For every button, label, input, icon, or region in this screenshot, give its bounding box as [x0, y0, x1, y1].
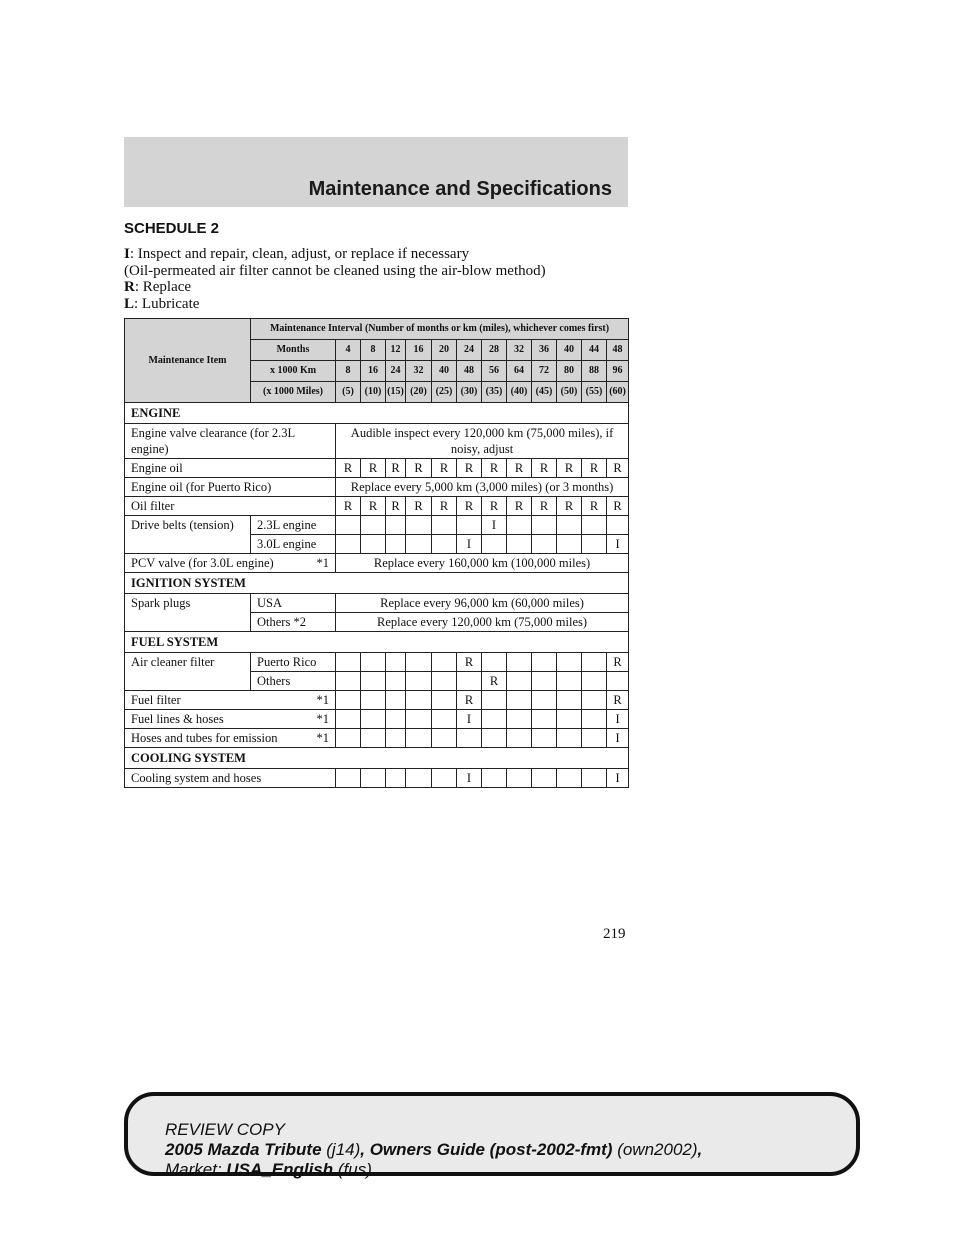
- miles-value: (50): [557, 382, 582, 403]
- item-label: [125, 478, 336, 497]
- interval-cell: R: [507, 497, 532, 516]
- interval-cell: [361, 710, 386, 729]
- item-label-text: Engine oil: [131, 461, 183, 475]
- interval-cell: R: [557, 497, 582, 516]
- interval-cell: [361, 535, 386, 554]
- interval-cell: [457, 729, 482, 748]
- section-heading: FUEL SYSTEM: [125, 632, 629, 653]
- item-sublabel: Puerto Rico: [251, 653, 336, 672]
- table-row: [125, 594, 629, 613]
- interval-cell: R: [607, 459, 629, 478]
- interval-cell: R: [607, 497, 629, 516]
- miles-value: (25): [432, 382, 457, 403]
- table-row: [125, 653, 629, 672]
- interval-cell: [336, 535, 361, 554]
- table-row: [125, 516, 629, 535]
- item-header: Maintenance Item: [125, 319, 251, 403]
- interval-cell: [406, 653, 432, 672]
- interval-cell: [432, 729, 457, 748]
- item-label-text: Fuel filter: [131, 693, 181, 707]
- interval-cell: [582, 672, 607, 691]
- interval-cell: [582, 535, 607, 554]
- interval-cell: R: [406, 497, 432, 516]
- km-label: x 1000 Km: [251, 361, 336, 382]
- interval-cell: [361, 691, 386, 710]
- interval-cell: [532, 691, 557, 710]
- interval-cell: [432, 769, 457, 788]
- item-label: [125, 497, 336, 516]
- interval-cell: [482, 710, 507, 729]
- interval-cell: I: [457, 710, 482, 729]
- item-label: Air cleaner filter: [125, 653, 251, 691]
- months-value: 20: [432, 340, 457, 361]
- interval-cell: [336, 729, 361, 748]
- interval-cell: [361, 653, 386, 672]
- interval-cell: [532, 729, 557, 748]
- legend: [124, 246, 546, 312]
- km-value: 88: [582, 361, 607, 382]
- km-value: 32: [406, 361, 432, 382]
- km-value: 48: [457, 361, 482, 382]
- interval-cell: [432, 672, 457, 691]
- item-note: *1: [316, 556, 329, 570]
- section-heading: ENGINE: [125, 403, 629, 424]
- miles-value: (10): [361, 382, 386, 403]
- miles-value: (20): [406, 382, 432, 403]
- interval-cell: [386, 729, 406, 748]
- item-label: [125, 769, 336, 788]
- item-label-text: Engine valve clearance (for 2.3L engine): [131, 426, 295, 456]
- legend-replace: R: Replace: [124, 279, 192, 295]
- interval-cell: [557, 535, 582, 554]
- interval-cell: [386, 516, 406, 535]
- interval-cell: I: [457, 769, 482, 788]
- table-row: [125, 459, 629, 478]
- miles-value: (35): [482, 382, 507, 403]
- legend-inspect: I: Inspect and repair, clean, adjust, or replace if necessary: [124, 246, 470, 262]
- schedule-heading: SCHEDULE 2: [124, 220, 220, 237]
- item-label-text: Cooling system and hoses: [131, 771, 262, 785]
- interval-cell: [432, 516, 457, 535]
- interval-cell: [361, 729, 386, 748]
- interval-cell: I: [607, 729, 629, 748]
- interval-cell: [532, 672, 557, 691]
- interval-cell: R: [361, 497, 386, 516]
- interval-cell: I: [482, 516, 507, 535]
- item-label: [125, 424, 336, 459]
- table-row: [125, 554, 629, 573]
- review-copy-line: REVIEW COPY: [165, 1120, 285, 1139]
- interval-cell: I: [607, 535, 629, 554]
- table-row: [125, 691, 629, 710]
- miles-value: (30): [457, 382, 482, 403]
- interval-cell: R: [336, 459, 361, 478]
- interval-cell: [336, 516, 361, 535]
- table-row: [125, 478, 629, 497]
- item-sublabel: 2.3L engine: [251, 516, 336, 535]
- months-value: 28: [482, 340, 507, 361]
- miles-value: (55): [582, 382, 607, 403]
- km-value: 40: [432, 361, 457, 382]
- interval-cell: R: [482, 497, 507, 516]
- miles-value: (5): [336, 382, 361, 403]
- review-copy-box: [124, 1092, 860, 1179]
- item-label: [125, 691, 336, 710]
- section-heading: IGNITION SYSTEM: [125, 573, 629, 594]
- review-copy-text: [165, 1120, 702, 1180]
- miles-value: (15): [386, 382, 406, 403]
- interval-cell: R: [557, 459, 582, 478]
- interval-cell: [532, 516, 557, 535]
- maintenance-table: [124, 318, 629, 788]
- interval-cell: [406, 769, 432, 788]
- interval-header: Maintenance Interval (Number of months or km (miles), whichever comes first): [251, 319, 629, 340]
- interval-cell: R: [607, 653, 629, 672]
- miles-value: (40): [507, 382, 532, 403]
- months-value: 48: [607, 340, 629, 361]
- item-label: [125, 710, 336, 729]
- interval-cell: [457, 672, 482, 691]
- interval-cell: [557, 729, 582, 748]
- miles-value: (45): [532, 382, 557, 403]
- interval-cell: R: [457, 459, 482, 478]
- interval-cell: [432, 653, 457, 672]
- interval-cell: [336, 653, 361, 672]
- header-row: [125, 319, 629, 340]
- miles-value: (60): [607, 382, 629, 403]
- section-row: [125, 632, 629, 653]
- interval-cell: [507, 516, 532, 535]
- item-sublabel: Others: [251, 672, 336, 691]
- item-sublabel: Others *2: [251, 613, 336, 632]
- months-value: 32: [507, 340, 532, 361]
- table-row: [125, 710, 629, 729]
- item-note: *1: [316, 693, 329, 707]
- interval-cell: [457, 516, 482, 535]
- interval-cell: [532, 710, 557, 729]
- item-label-text: Engine oil (for Puerto Rico): [131, 480, 272, 494]
- interval-cell: [386, 672, 406, 691]
- interval-cell: [361, 672, 386, 691]
- km-value: 24: [386, 361, 406, 382]
- months-value: 44: [582, 340, 607, 361]
- interval-note: Replace every 5,000 km (3,000 miles) (or 3 months): [336, 478, 629, 497]
- interval-cell: [582, 653, 607, 672]
- interval-note: Replace every 120,000 km (75,000 miles): [336, 613, 629, 632]
- interval-cell: R: [582, 497, 607, 516]
- table-row: [125, 769, 629, 788]
- interval-cell: R: [432, 459, 457, 478]
- interval-cell: [482, 535, 507, 554]
- km-value: 64: [507, 361, 532, 382]
- interval-cell: [406, 691, 432, 710]
- interval-cell: [507, 672, 532, 691]
- interval-cell: [406, 710, 432, 729]
- km-value: 96: [607, 361, 629, 382]
- interval-cell: [507, 691, 532, 710]
- interval-cell: R: [336, 497, 361, 516]
- interval-cell: [482, 691, 507, 710]
- legend-lubricate: L: Lubricate: [124, 295, 200, 312]
- interval-cell: [432, 691, 457, 710]
- interval-cell: R: [532, 459, 557, 478]
- interval-cell: [482, 653, 507, 672]
- km-value: 80: [557, 361, 582, 382]
- interval-note: Replace every 160,000 km (100,000 miles): [336, 554, 629, 573]
- item-note: *1: [316, 731, 329, 745]
- km-value: 72: [532, 361, 557, 382]
- interval-cell: [507, 535, 532, 554]
- interval-cell: [557, 710, 582, 729]
- page-number: 219: [603, 926, 626, 942]
- months-value: 16: [406, 340, 432, 361]
- item-label-text: Hoses and tubes for emission: [131, 731, 278, 745]
- interval-cell: [557, 769, 582, 788]
- interval-cell: R: [482, 672, 507, 691]
- item-sublabel: USA: [251, 594, 336, 613]
- interval-cell: [582, 729, 607, 748]
- interval-cell: [532, 535, 557, 554]
- interval-cell: R: [406, 459, 432, 478]
- interval-cell: R: [457, 653, 482, 672]
- interval-cell: I: [457, 535, 482, 554]
- interval-cell: [361, 769, 386, 788]
- interval-cell: [557, 672, 582, 691]
- item-label-text: Oil filter: [131, 499, 175, 513]
- months-value: 40: [557, 340, 582, 361]
- interval-cell: [336, 672, 361, 691]
- interval-cell: [336, 710, 361, 729]
- item-label: Drive belts (tension): [125, 516, 251, 554]
- interval-cell: [406, 535, 432, 554]
- interval-cell: [432, 710, 457, 729]
- interval-cell: [507, 710, 532, 729]
- interval-cell: [482, 769, 507, 788]
- interval-cell: I: [607, 710, 629, 729]
- item-label-text: Fuel lines & hoses: [131, 712, 224, 726]
- item-label: [125, 554, 336, 573]
- interval-cell: [406, 672, 432, 691]
- page-title: Maintenance and Specifications: [308, 178, 612, 200]
- km-value: 56: [482, 361, 507, 382]
- km-value: 16: [361, 361, 386, 382]
- table-row: [125, 424, 629, 459]
- interval-cell: R: [457, 497, 482, 516]
- section-row: [125, 573, 629, 594]
- interval-cell: [507, 729, 532, 748]
- table-row: [125, 497, 629, 516]
- interval-cell: [607, 672, 629, 691]
- item-label: [125, 729, 336, 748]
- months-value: 8: [361, 340, 386, 361]
- interval-cell: [507, 769, 532, 788]
- interval-cell: [532, 769, 557, 788]
- interval-note: Audible inspect every 120,000 km (75,000 miles), if noisy, adjust: [336, 424, 629, 459]
- miles-label: (x 1000 Miles): [251, 382, 336, 403]
- interval-cell: [532, 653, 557, 672]
- interval-cell: R: [386, 497, 406, 516]
- section-row: [125, 748, 629, 769]
- interval-cell: R: [532, 497, 557, 516]
- interval-cell: R: [582, 459, 607, 478]
- interval-cell: [482, 729, 507, 748]
- interval-note: Replace every 96,000 km (60,000 miles): [336, 594, 629, 613]
- item-label-text: PCV valve (for 3.0L engine): [131, 556, 274, 570]
- item-sublabel: 3.0L engine: [251, 535, 336, 554]
- interval-cell: [336, 691, 361, 710]
- interval-cell: R: [361, 459, 386, 478]
- interval-cell: [582, 710, 607, 729]
- months-value: 36: [532, 340, 557, 361]
- table-row: [125, 729, 629, 748]
- item-note: *1: [316, 712, 329, 726]
- months-value: 24: [457, 340, 482, 361]
- review-guide-line: 2005 Mazda Tribute (j14), Owners Guide (post-2002-fmt) (own2002),: [165, 1140, 703, 1159]
- interval-cell: [582, 769, 607, 788]
- review-market-line: Market: USA_English (fus): [165, 1160, 372, 1179]
- interval-cell: [361, 516, 386, 535]
- interval-cell: [406, 729, 432, 748]
- interval-cell: [557, 653, 582, 672]
- interval-cell: [607, 516, 629, 535]
- interval-cell: [386, 691, 406, 710]
- interval-cell: [557, 516, 582, 535]
- interval-cell: R: [386, 459, 406, 478]
- interval-cell: [386, 710, 406, 729]
- months-value: 4: [336, 340, 361, 361]
- interval-cell: [406, 516, 432, 535]
- interval-cell: [336, 769, 361, 788]
- interval-cell: R: [507, 459, 532, 478]
- interval-cell: [432, 535, 457, 554]
- interval-cell: [557, 691, 582, 710]
- interval-cell: [582, 691, 607, 710]
- km-value: 8: [336, 361, 361, 382]
- interval-cell: [386, 769, 406, 788]
- interval-cell: I: [607, 769, 629, 788]
- interval-cell: R: [607, 691, 629, 710]
- section-row: [125, 403, 629, 424]
- interval-cell: [582, 516, 607, 535]
- interval-cell: R: [432, 497, 457, 516]
- section-heading: COOLING SYSTEM: [125, 748, 629, 769]
- legend-inspect-note: (Oil-permeated air filter cannot be cleaned using the air-blow method): [124, 262, 546, 279]
- interval-cell: R: [457, 691, 482, 710]
- months-label: Months: [251, 340, 336, 361]
- interval-cell: [386, 653, 406, 672]
- header-band: [124, 137, 628, 207]
- interval-cell: [386, 535, 406, 554]
- item-label: Spark plugs: [125, 594, 251, 632]
- item-label: [125, 459, 336, 478]
- interval-cell: [507, 653, 532, 672]
- interval-cell: R: [482, 459, 507, 478]
- months-value: 12: [386, 340, 406, 361]
